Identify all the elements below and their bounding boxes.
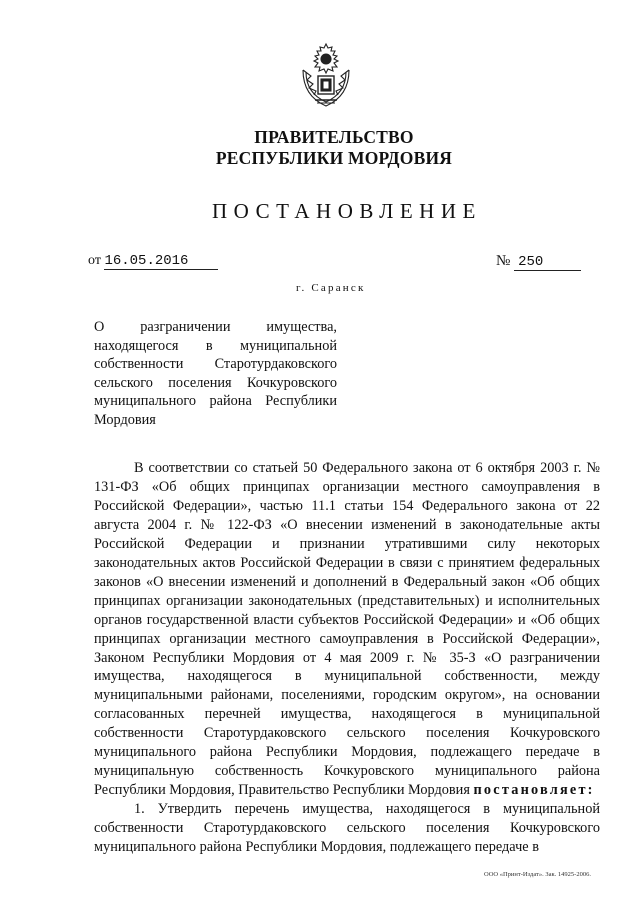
number-row (496, 253, 581, 271)
org-title-line1: ПРАВИТЕЛЬСТВО (254, 127, 414, 147)
subject-heading: О разграничении имущества, находящегося в муниципальной собственности Старотурдаковского сельского поселения Кочкуровского муниципального района Республики Мордовия (94, 319, 337, 428)
document-type: ПОСТАНОВЛЕНИЕ (212, 199, 482, 223)
org-title-line2: РЕСПУБЛИКИ МОРДОВИЯ (215, 148, 453, 168)
coat-of-arms-icon (297, 42, 355, 110)
city-label: г. Саранск (296, 282, 366, 294)
number-prefix: № (496, 253, 511, 269)
item-1-paragraph: 1. Утвердить перечень имущества, находящегося в муниципальной собственности Старотурдаковского сельского поселения Кочкуровского муниципального района Республики Мордовия, подлежащего передаче в (94, 801, 600, 856)
number-value: 250 (514, 255, 581, 271)
print-info: ООО «Принт-Издат». Зак. 14925-2006. (484, 871, 591, 878)
date-prefix: от (88, 253, 101, 268)
decree-word: постановляет: (473, 782, 595, 799)
date-value: 16.05.2016 (104, 254, 218, 270)
body-text (94, 459, 600, 857)
preamble-text: В соответствии со статьей 50 Федерального закона от 6 октября 2003 г. № 131-ФЗ «Об общих принципах организации местного самоуправления в Российской Федерации», частью 11.1 статьи 154 Федерального закона от 22 августа 2004 г. № 122-ФЗ «О внесении изменений в законодательные акты Российской Федерации и признании утратившими силу некоторых законодательных актов Российской Федерации в связи с принятием федеральных законов «О внесении изменений и дополнений в Федеральный закон «Об общих принципах организации законодательных (представительных) и исполнительных органов государственной власти субъектов Российской Федерации» и «Об общих принципах организации местного самоуправления в Российской Федерации», Законом Республики Мордовия от 4 мая 2009 г. № 35-З «О разграничении имущества, находящегося в муниципальной собственности, между муниципальными районами, поселениями, городским округом», на основании согласованных перечней имущества, находящегося в муниципальной собственности Старотурдаковского сельского поселения Кочкуровского муниципального района Республики Мордовия, подлежащего передаче в муниципальную собственность Кочкуровского муниципального района Республики Мордовия, Правительство Республики Мордовия (94, 460, 600, 799)
preamble-paragraph (94, 459, 600, 800)
date-row (88, 253, 218, 270)
